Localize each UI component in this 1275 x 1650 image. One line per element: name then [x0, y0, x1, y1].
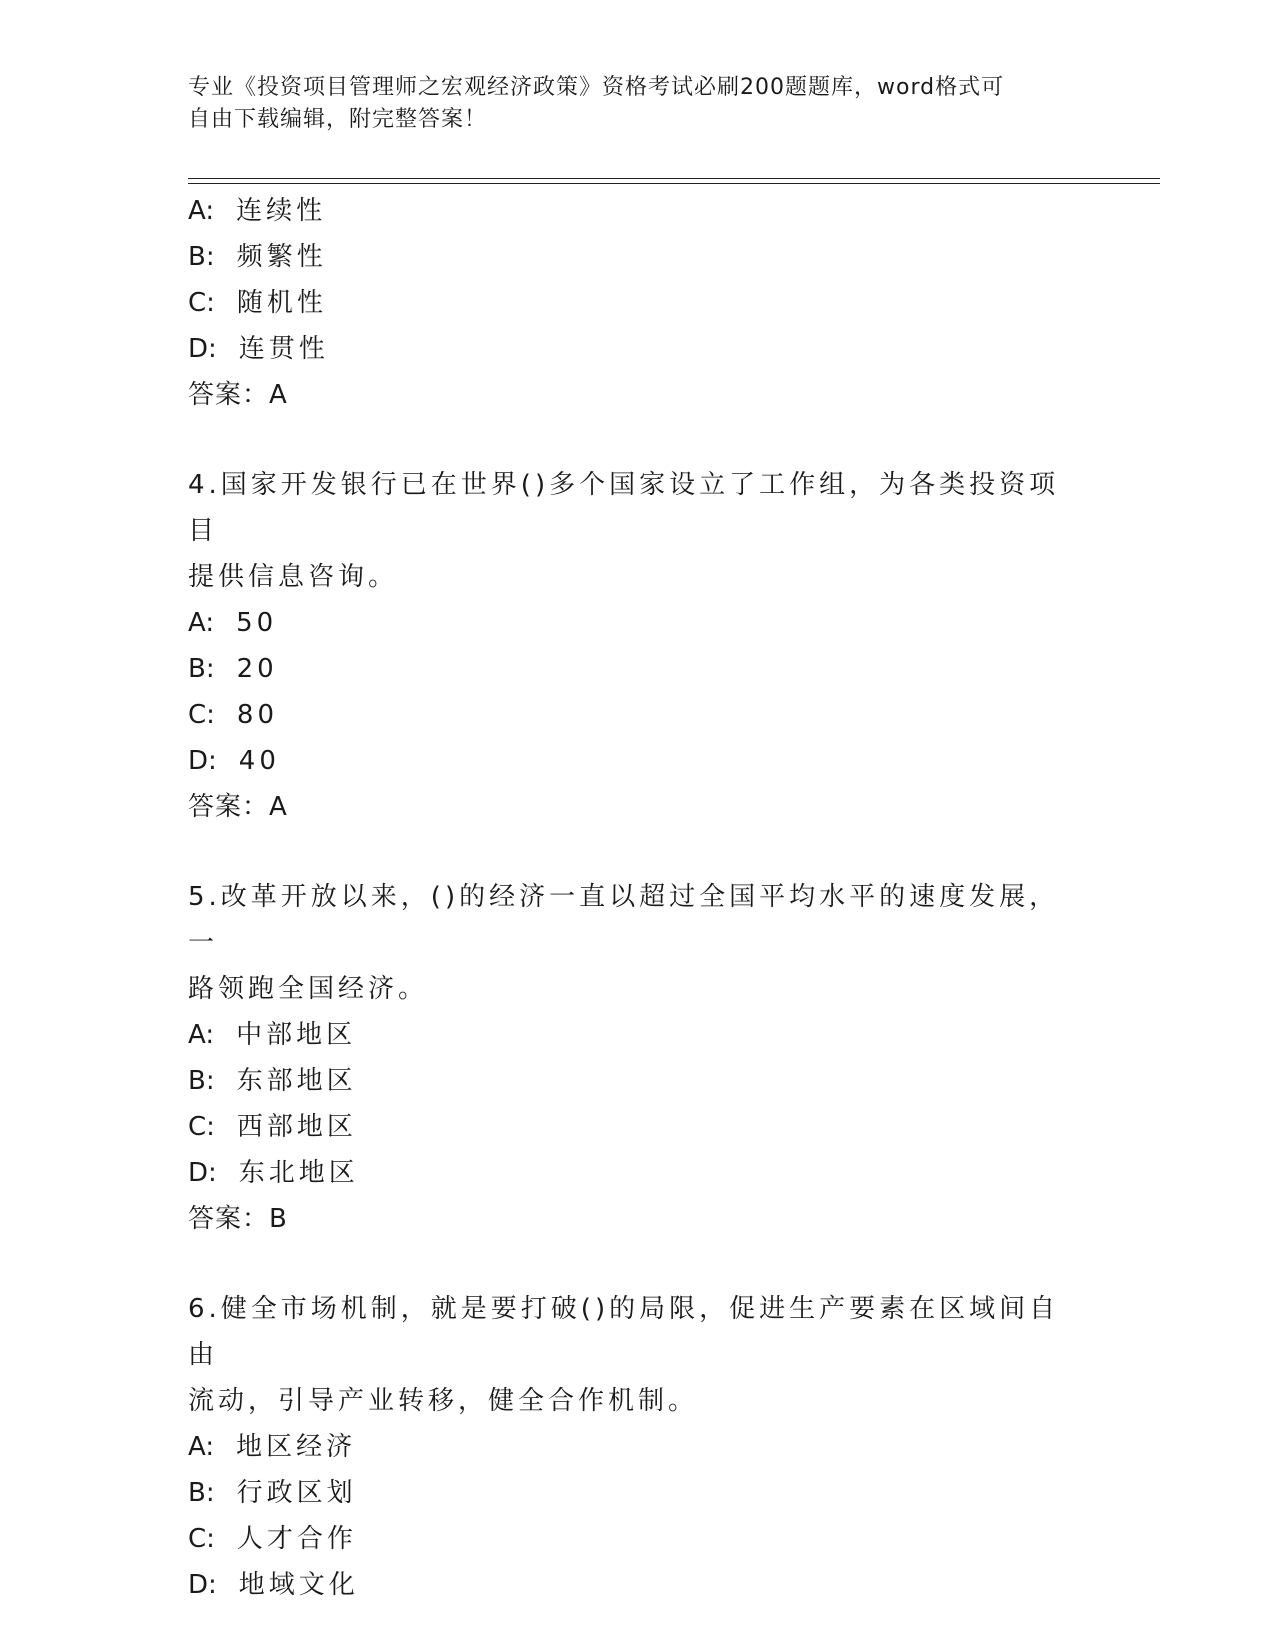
option-a: A: 连续性: [188, 196, 327, 226]
option-d: D: 地域文化: [188, 1570, 359, 1600]
question-3-options: [188, 188, 1068, 418]
option-b: B: 20: [188, 654, 278, 684]
option-a: A: 中部地区: [188, 1020, 357, 1050]
question-text-line: 提供信息咨询。: [188, 562, 399, 592]
question-5-text: [188, 874, 1068, 1012]
document-header: [188, 72, 1068, 136]
option-d: D: 连贯性: [188, 334, 329, 364]
header-line-2: 自由下载编辑，附完整答案！: [188, 107, 488, 132]
option-b: B: 行政区划: [188, 1478, 357, 1508]
answer-line: 答案：A: [188, 792, 288, 822]
header-divider-top: [188, 178, 1160, 179]
answer-line: 答案：B: [188, 1204, 288, 1234]
header-line-1: 专业《投资项目管理师之宏观经济政策》资格考试必刷200题题库，word格式可: [188, 75, 1005, 100]
question-6-text: [188, 1286, 1068, 1424]
question-text-line: 流动，引导产业转移，健全合作机制。: [188, 1386, 699, 1416]
option-c: C: 随机性: [188, 288, 327, 318]
option-b: B: 频繁性: [188, 242, 327, 272]
question-text-line: 6.健全市场机制，就是要打破()的局限，促进生产要素在区域间自由: [188, 1294, 1060, 1370]
option-c: C: 西部地区: [188, 1112, 357, 1142]
question-text-line: 路领跑全国经济。: [188, 974, 429, 1004]
question-6-options: [188, 1424, 1068, 1608]
option-a: A: 地区经济: [188, 1432, 357, 1462]
option-d: D: 40: [188, 746, 280, 776]
question-text-line: 4.国家开发银行已在世界()多个国家设立了工作组，为各类投资项目: [188, 470, 1060, 546]
option-a: A: 50: [188, 608, 278, 638]
question-5-options: [188, 1012, 1068, 1242]
option-c: C: 人才合作: [188, 1524, 357, 1554]
option-b: B: 东部地区: [188, 1066, 357, 1096]
question-text-line: 5.改革开放以来，()的经济一直以超过全国平均水平的速度发展，一: [188, 882, 1060, 958]
question-4-options: [188, 600, 1068, 830]
option-c: C: 80: [188, 700, 279, 730]
option-d: D: 东北地区: [188, 1158, 359, 1188]
question-4-text: [188, 462, 1068, 600]
question-list: [188, 188, 1068, 1608]
header-divider-bottom: [188, 183, 1160, 184]
answer-line: 答案：A: [188, 380, 288, 410]
